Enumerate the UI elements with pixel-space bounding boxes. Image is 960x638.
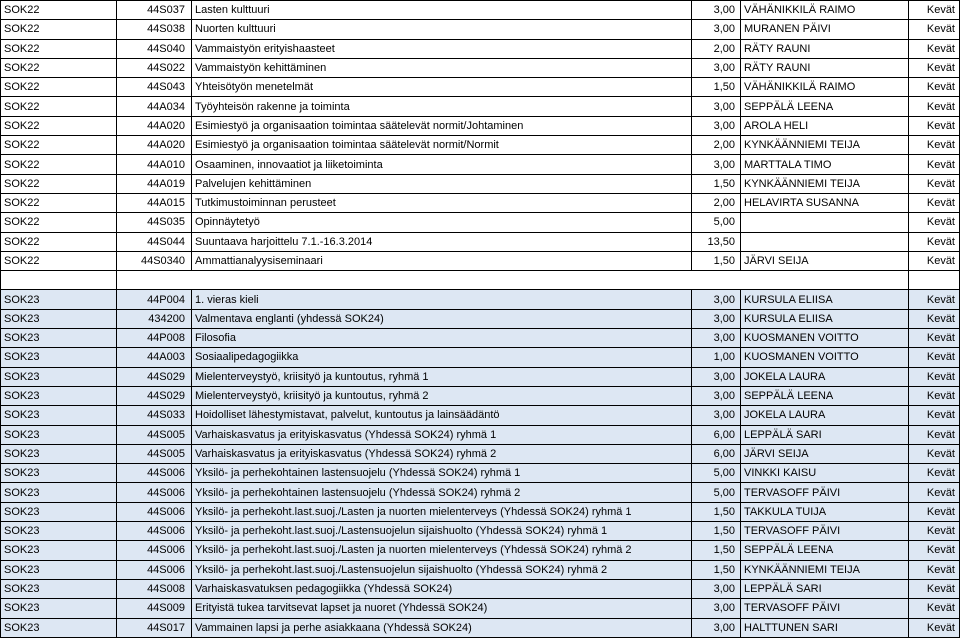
table-row	[1, 599, 960, 618]
table-row	[1, 309, 960, 328]
class-cell: SOK22	[1, 97, 117, 116]
credits-cell: 5,00	[692, 483, 741, 502]
spacer-cell	[117, 271, 192, 290]
table-row	[1, 193, 960, 212]
course-name-cell: Yksilö- ja perhekoht.last.suoj./Lasten ja nuorten mielenterveys (Yhdessä SOK24) ryhmä 2	[192, 541, 692, 560]
teacher-cell	[741, 213, 909, 232]
course-code-cell: 44A015	[117, 193, 192, 212]
table-row	[1, 58, 960, 77]
term-cell: Kevät	[909, 618, 960, 637]
course-name-cell: Vammainen lapsi ja perhe asiakkaana (Yhdessä SOK24)	[192, 618, 692, 637]
term-cell: Kevät	[909, 560, 960, 579]
term-cell: Kevät	[909, 97, 960, 116]
class-cell: SOK23	[1, 599, 117, 618]
table-row	[1, 136, 960, 155]
term-cell: Kevät	[909, 348, 960, 367]
teacher-cell: TERVASOFF PÄIVI	[741, 483, 909, 502]
term-cell: Kevät	[909, 386, 960, 405]
table-row	[1, 20, 960, 39]
table-row	[1, 386, 960, 405]
teacher-cell: VÄHÄNIKKILÄ RAIMO	[741, 1, 909, 20]
teacher-cell: RÄTY RAUNI	[741, 39, 909, 58]
credits-cell: 3,00	[692, 386, 741, 405]
term-cell: Kevät	[909, 1, 960, 20]
credits-cell: 3,00	[692, 290, 741, 309]
spacer-cell	[692, 271, 741, 290]
course-name-cell: Nuorten kulttuuri	[192, 20, 692, 39]
term-cell: Kevät	[909, 367, 960, 386]
teacher-cell: JOKELA LAURA	[741, 367, 909, 386]
course-name-cell: Ammattianalyysiseminaari	[192, 251, 692, 270]
teacher-cell: VÄHÄNIKKILÄ RAIMO	[741, 78, 909, 97]
course-code-cell: 44A003	[117, 348, 192, 367]
spacer-cell	[741, 271, 909, 290]
class-cell: SOK23	[1, 579, 117, 598]
course-code-cell: 44S0340	[117, 251, 192, 270]
course-name-cell: Palvelujen kehittäminen	[192, 174, 692, 193]
course-code-cell: 44P004	[117, 290, 192, 309]
teacher-cell: MURANEN PÄIVI	[741, 20, 909, 39]
table-row	[1, 541, 960, 560]
term-cell: Kevät	[909, 290, 960, 309]
credits-cell: 1,50	[692, 541, 741, 560]
term-cell: Kevät	[909, 444, 960, 463]
class-cell: SOK22	[1, 232, 117, 251]
teacher-cell: RÄTY RAUNI	[741, 58, 909, 77]
course-name-cell: Esimiestyö ja organisaation toimintaa säätelevät normit/Normit	[192, 136, 692, 155]
term-cell: Kevät	[909, 522, 960, 541]
term-cell: Kevät	[909, 579, 960, 598]
course-name-cell: Sosiaalipedagogiikka	[192, 348, 692, 367]
teacher-cell: JOKELA LAURA	[741, 406, 909, 425]
table-row	[1, 174, 960, 193]
teacher-cell: VINKKI KAISU	[741, 464, 909, 483]
course-name-cell: Varhaiskasvatus ja erityiskasvatus (Yhdessä SOK24) ryhmä 2	[192, 444, 692, 463]
course-code-cell: 44S033	[117, 406, 192, 425]
course-name-cell: Valmentava englanti (yhdessä SOK24)	[192, 309, 692, 328]
term-cell: Kevät	[909, 174, 960, 193]
table-row	[1, 116, 960, 135]
table-row	[1, 1, 960, 20]
course-name-cell: Varhaiskasvatus ja erityiskasvatus (Yhdessä SOK24) ryhmä 1	[192, 425, 692, 444]
credits-cell: 3,00	[692, 58, 741, 77]
teacher-cell: TERVASOFF PÄIVI	[741, 522, 909, 541]
course-name-cell: Esimiestyö ja organisaation toimintaa säätelevät normit/Johtaminen	[192, 116, 692, 135]
teacher-cell: MARTTALA TIMO	[741, 155, 909, 174]
credits-cell: 1,50	[692, 522, 741, 541]
credits-cell: 1,50	[692, 560, 741, 579]
term-cell: Kevät	[909, 136, 960, 155]
course-code-cell: 44S038	[117, 20, 192, 39]
course-code-cell: 44A019	[117, 174, 192, 193]
table-row	[1, 444, 960, 463]
course-code-cell: 44S029	[117, 367, 192, 386]
course-code-cell: 44S006	[117, 522, 192, 541]
teacher-cell: KYNKÄÄNNIEMI TEIJA	[741, 560, 909, 579]
credits-cell: 3,00	[692, 1, 741, 20]
class-cell: SOK23	[1, 618, 117, 637]
course-name-cell: Yksilö- ja perhekohtainen lastensuojelu (Yhdessä SOK24) ryhmä 1	[192, 464, 692, 483]
teacher-cell: SEPPÄLÄ LEENA	[741, 386, 909, 405]
term-cell: Kevät	[909, 193, 960, 212]
class-cell: SOK23	[1, 386, 117, 405]
credits-cell: 3,00	[692, 309, 741, 328]
course-name-cell: Tutkimustoiminnan perusteet	[192, 193, 692, 212]
table-row	[1, 97, 960, 116]
class-cell: SOK23	[1, 560, 117, 579]
term-cell: Kevät	[909, 483, 960, 502]
class-cell: SOK22	[1, 39, 117, 58]
class-cell: SOK23	[1, 406, 117, 425]
teacher-cell	[741, 232, 909, 251]
table-row	[1, 213, 960, 232]
course-name-cell: Yhteisötyön menetelmät	[192, 78, 692, 97]
course-name-cell: Vammaistyön erityishaasteet	[192, 39, 692, 58]
table-row	[1, 39, 960, 58]
course-name-cell: Mielenterveystyö, kriisityö ja kuntoutus, ryhmä 1	[192, 367, 692, 386]
term-cell: Kevät	[909, 406, 960, 425]
table-row	[1, 251, 960, 270]
teacher-cell: JÄRVI SEIJA	[741, 251, 909, 270]
class-cell: SOK23	[1, 367, 117, 386]
table-row	[1, 290, 960, 309]
teacher-cell: KYNKÄÄNNIEMI TEIJA	[741, 136, 909, 155]
term-cell: Kevät	[909, 541, 960, 560]
course-code-cell: 44S006	[117, 464, 192, 483]
credits-cell: 3,00	[692, 599, 741, 618]
term-cell: Kevät	[909, 309, 960, 328]
course-code-cell: 44S035	[117, 213, 192, 232]
credits-cell: 1,50	[692, 251, 741, 270]
teacher-cell: KURSULA ELIISA	[741, 309, 909, 328]
credits-cell: 6,00	[692, 425, 741, 444]
course-code-cell: 44A010	[117, 155, 192, 174]
teacher-cell: TERVASOFF PÄIVI	[741, 599, 909, 618]
credits-cell: 2,00	[692, 193, 741, 212]
class-cell: SOK22	[1, 155, 117, 174]
course-code-cell: 44A020	[117, 116, 192, 135]
course-name-cell: Opinnäytetyö	[192, 213, 692, 232]
table-row	[1, 560, 960, 579]
table-body	[1, 1, 960, 638]
course-name-cell: Yksilö- ja perhekoht.last.suoj./Lastensuojelun sijaishuolto (Yhdessä SOK24) ryhmä 1	[192, 522, 692, 541]
class-cell: SOK22	[1, 1, 117, 20]
teacher-cell: SEPPÄLÄ LEENA	[741, 541, 909, 560]
course-code-cell: 44S006	[117, 502, 192, 521]
course-code-cell: 44S037	[117, 1, 192, 20]
class-cell: SOK23	[1, 329, 117, 348]
credits-cell: 1,00	[692, 348, 741, 367]
table-row	[1, 367, 960, 386]
teacher-cell: KUOSMANEN VOITTO	[741, 329, 909, 348]
course-code-cell: 44P008	[117, 329, 192, 348]
course-name-cell: Yksilö- ja perhekohtainen lastensuojelu (Yhdessä SOK24) ryhmä 2	[192, 483, 692, 502]
class-cell: SOK22	[1, 251, 117, 270]
term-cell: Kevät	[909, 251, 960, 270]
course-code-cell: 44S005	[117, 444, 192, 463]
course-name-cell: Lasten kulttuuri	[192, 1, 692, 20]
credits-cell: 3,00	[692, 116, 741, 135]
teacher-cell: JÄRVI SEIJA	[741, 444, 909, 463]
class-cell: SOK22	[1, 174, 117, 193]
class-cell: SOK23	[1, 425, 117, 444]
teacher-cell: KYNKÄÄNNIEMI TEIJA	[741, 174, 909, 193]
table-row	[1, 618, 960, 637]
class-cell: SOK23	[1, 309, 117, 328]
spacer-cell	[1, 271, 117, 290]
course-code-cell: 44S029	[117, 386, 192, 405]
credits-cell: 3,00	[692, 579, 741, 598]
teacher-cell: AROLA HELI	[741, 116, 909, 135]
course-code-cell: 44A020	[117, 136, 192, 155]
course-name-cell: Mielenterveystyö, kriisityö ja kuntoutus, ryhmä 2	[192, 386, 692, 405]
term-cell: Kevät	[909, 116, 960, 135]
class-cell: SOK22	[1, 20, 117, 39]
credits-cell: 13,50	[692, 232, 741, 251]
course-name-cell: Erityistä tukea tarvitsevat lapset ja nuoret (Yhdessä SOK24)	[192, 599, 692, 618]
class-cell: SOK22	[1, 78, 117, 97]
credits-cell: 3,00	[692, 367, 741, 386]
table-row	[1, 579, 960, 598]
credits-cell: 1,50	[692, 502, 741, 521]
term-cell: Kevät	[909, 502, 960, 521]
credits-cell: 2,00	[692, 136, 741, 155]
table-row	[1, 406, 960, 425]
course-name-cell: Varhaiskasvatuksen pedagogiikka (Yhdessä SOK24)	[192, 579, 692, 598]
term-cell: Kevät	[909, 232, 960, 251]
course-code-cell: 44S008	[117, 579, 192, 598]
term-cell: Kevät	[909, 425, 960, 444]
teacher-cell: SEPPÄLÄ LEENA	[741, 97, 909, 116]
credits-cell: 5,00	[692, 213, 741, 232]
table-row	[1, 425, 960, 444]
term-cell: Kevät	[909, 155, 960, 174]
course-name-cell: Yksilö- ja perhekoht.last.suoj./Lastensuojelun sijaishuolto (Yhdessä SOK24) ryhmä 2	[192, 560, 692, 579]
teacher-cell: HALTTUNEN SARI	[741, 618, 909, 637]
course-name-cell: 1. vieras kieli	[192, 290, 692, 309]
table-row	[1, 522, 960, 541]
class-cell: SOK22	[1, 193, 117, 212]
class-cell: SOK22	[1, 136, 117, 155]
credits-cell: 6,00	[692, 444, 741, 463]
course-name-cell: Filosofia	[192, 329, 692, 348]
class-cell: SOK23	[1, 502, 117, 521]
credits-cell: 3,00	[692, 406, 741, 425]
class-cell: SOK22	[1, 116, 117, 135]
table-row	[1, 464, 960, 483]
credits-cell: 2,00	[692, 39, 741, 58]
table-row	[1, 502, 960, 521]
credits-cell: 3,00	[692, 155, 741, 174]
class-cell: SOK23	[1, 464, 117, 483]
course-code-cell: 44S006	[117, 483, 192, 502]
class-cell: SOK23	[1, 541, 117, 560]
teacher-cell: LEPPÄLÄ SARI	[741, 425, 909, 444]
teacher-cell: KURSULA ELIISA	[741, 290, 909, 309]
credits-cell: 1,50	[692, 174, 741, 193]
table-row	[1, 78, 960, 97]
course-code-cell: 44S044	[117, 232, 192, 251]
term-cell: Kevät	[909, 20, 960, 39]
course-code-cell: 44S043	[117, 78, 192, 97]
table-row	[1, 155, 960, 174]
course-code-cell: 44S006	[117, 560, 192, 579]
course-code-cell: 44S006	[117, 541, 192, 560]
table-row	[1, 329, 960, 348]
teacher-cell: HELAVIRTA SUSANNA	[741, 193, 909, 212]
term-cell: Kevät	[909, 464, 960, 483]
term-cell: Kevät	[909, 329, 960, 348]
class-cell: SOK22	[1, 58, 117, 77]
course-code-cell: 44S022	[117, 58, 192, 77]
course-name-cell: Osaaminen, innovaatiot ja liiketoiminta	[192, 155, 692, 174]
course-code-cell: 44S005	[117, 425, 192, 444]
term-cell: Kevät	[909, 78, 960, 97]
credits-cell: 3,00	[692, 618, 741, 637]
term-cell: Kevät	[909, 599, 960, 618]
course-code-cell: 44S009	[117, 599, 192, 618]
course-name-cell: Yksilö- ja perhekoht.last.suoj./Lasten ja nuorten mielenterveys (Yhdessä SOK24) ryhmä 1	[192, 502, 692, 521]
term-cell: Kevät	[909, 39, 960, 58]
course-code-cell: 44S040	[117, 39, 192, 58]
term-cell: Kevät	[909, 58, 960, 77]
teacher-cell: KUOSMANEN VOITTO	[741, 348, 909, 367]
spacer-cell	[192, 271, 692, 290]
class-cell: SOK23	[1, 444, 117, 463]
teacher-cell: TAKKULA TUIJA	[741, 502, 909, 521]
class-cell: SOK23	[1, 290, 117, 309]
course-name-cell: Hoidolliset lähestymistavat, palvelut, kuntoutus ja lainsäädäntö	[192, 406, 692, 425]
teacher-cell: LEPPÄLÄ SARI	[741, 579, 909, 598]
credits-cell: 3,00	[692, 20, 741, 39]
class-cell: SOK23	[1, 483, 117, 502]
class-cell: SOK23	[1, 522, 117, 541]
table-row	[1, 232, 960, 251]
table-row	[1, 348, 960, 367]
class-cell: SOK23	[1, 348, 117, 367]
credits-cell: 3,00	[692, 97, 741, 116]
term-cell: Kevät	[909, 213, 960, 232]
course-code-cell: 44S017	[117, 618, 192, 637]
course-name-cell: Suuntaava harjoittelu 7.1.-16.3.2014	[192, 232, 692, 251]
credits-cell: 5,00	[692, 464, 741, 483]
credits-cell: 3,00	[692, 329, 741, 348]
course-code-cell: 44A034	[117, 97, 192, 116]
table-row	[1, 483, 960, 502]
course-name-cell: Vammaistyön kehittäminen	[192, 58, 692, 77]
course-name-cell: Työyhteisön rakenne ja toiminta	[192, 97, 692, 116]
spacer-cell	[909, 271, 960, 290]
credits-cell: 1,50	[692, 78, 741, 97]
section-spacer-row	[1, 271, 960, 290]
class-cell: SOK22	[1, 213, 117, 232]
course-code-cell: 434200	[117, 309, 192, 328]
